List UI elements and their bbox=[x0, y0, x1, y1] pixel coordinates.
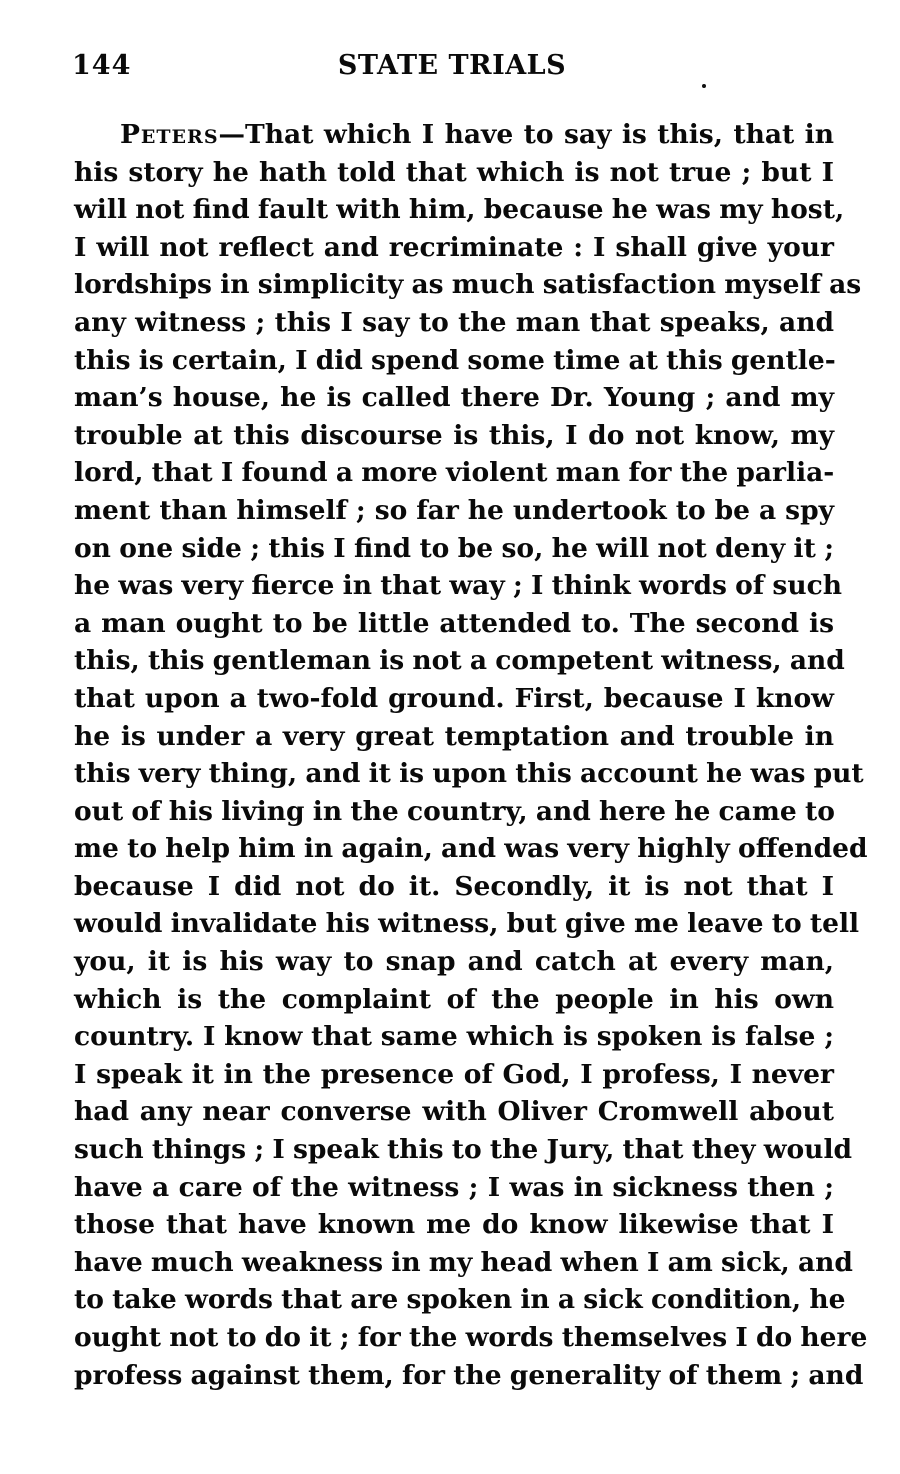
text-line: a man ought to be little attended to. The second is bbox=[74, 607, 834, 639]
running-head bbox=[72, 50, 832, 90]
text-line: I will not reflect and recriminate : I shall give your bbox=[74, 231, 834, 263]
text-line: his story he hath told that which is not true ; but I bbox=[74, 156, 834, 188]
text-line: you, it is his way to snap and catch at every man, bbox=[74, 946, 834, 978]
text-line: ment than himself ; so far he undertook to be a spy bbox=[74, 494, 834, 526]
text-line: had any near converse with Oliver Cromwell about bbox=[74, 1096, 834, 1128]
page-number: 144 bbox=[72, 50, 132, 81]
text-line: profess against them, for the generality of them ; and bbox=[74, 1359, 864, 1391]
text-line: such things ; I speak this to the Jury, that they would bbox=[74, 1134, 853, 1166]
text-line: those that have known me do know likewise that I bbox=[74, 1209, 834, 1241]
text-line: to take words that are spoken in a sick condition, he bbox=[74, 1284, 846, 1316]
text-line: would invalidate his witness, but give me leave to tell bbox=[74, 908, 860, 940]
text-line: he is under a very great temptation and trouble in bbox=[74, 720, 834, 752]
text-line-content: —That which I have to say is this, that in bbox=[218, 119, 834, 150]
speaker-name: Peters bbox=[120, 119, 219, 150]
text-line: this, this gentleman is not a competent witness, and bbox=[74, 645, 845, 677]
text-line: this very thing, and it is upon this account he was put bbox=[74, 758, 864, 790]
text-line: have much weakness in my head when I am sick, and bbox=[74, 1246, 853, 1278]
body-text bbox=[74, 116, 868, 1394]
text-line: because I did not do it. Secondly, it is not that I bbox=[74, 870, 834, 902]
text-line: I speak it in the presence of God, I profess, I never bbox=[74, 1058, 834, 1090]
text-line: trouble at this discourse is this, I do not know, my bbox=[74, 419, 834, 451]
text-line: ought not to do it ; for the words themselves I do here bbox=[74, 1322, 868, 1353]
text-line: will not find fault with him, because he was my host, bbox=[74, 194, 845, 226]
text-line: me to help him in again, and was very highly offended bbox=[74, 833, 868, 865]
text-line: lordships in simplicity as much satisfaction myself as bbox=[74, 269, 862, 301]
text-line: have a care of the witness ; I was in sickness then ; bbox=[74, 1171, 834, 1203]
text-line: lord, that I found a more violent man for the parlia- bbox=[74, 457, 835, 489]
text-line: man’s house, he is called there Dr. Young ; and my bbox=[74, 382, 834, 414]
text-line: on one side ; this I find to be so, he will not deny it ; bbox=[74, 532, 834, 564]
running-title: STATE TRIALS bbox=[337, 50, 567, 81]
text-line bbox=[74, 116, 834, 154]
text-line: he was very fierce in that way ; I think words of such bbox=[74, 570, 843, 602]
text-line: out of his living in the country, and here he came to bbox=[74, 795, 835, 827]
stray-ink-dot bbox=[702, 84, 706, 88]
text-line: this is certain, I did spend some time at this gentle- bbox=[74, 344, 836, 376]
text-line: country. I know that same which is spoken is false ; bbox=[74, 1021, 834, 1053]
text-line: which is the complaint of the people in his own bbox=[74, 983, 834, 1015]
text-line: that upon a two-fold ground. First, because I know bbox=[74, 682, 834, 714]
text-line: any witness ; this I say to the man that speaks, and bbox=[74, 306, 834, 338]
